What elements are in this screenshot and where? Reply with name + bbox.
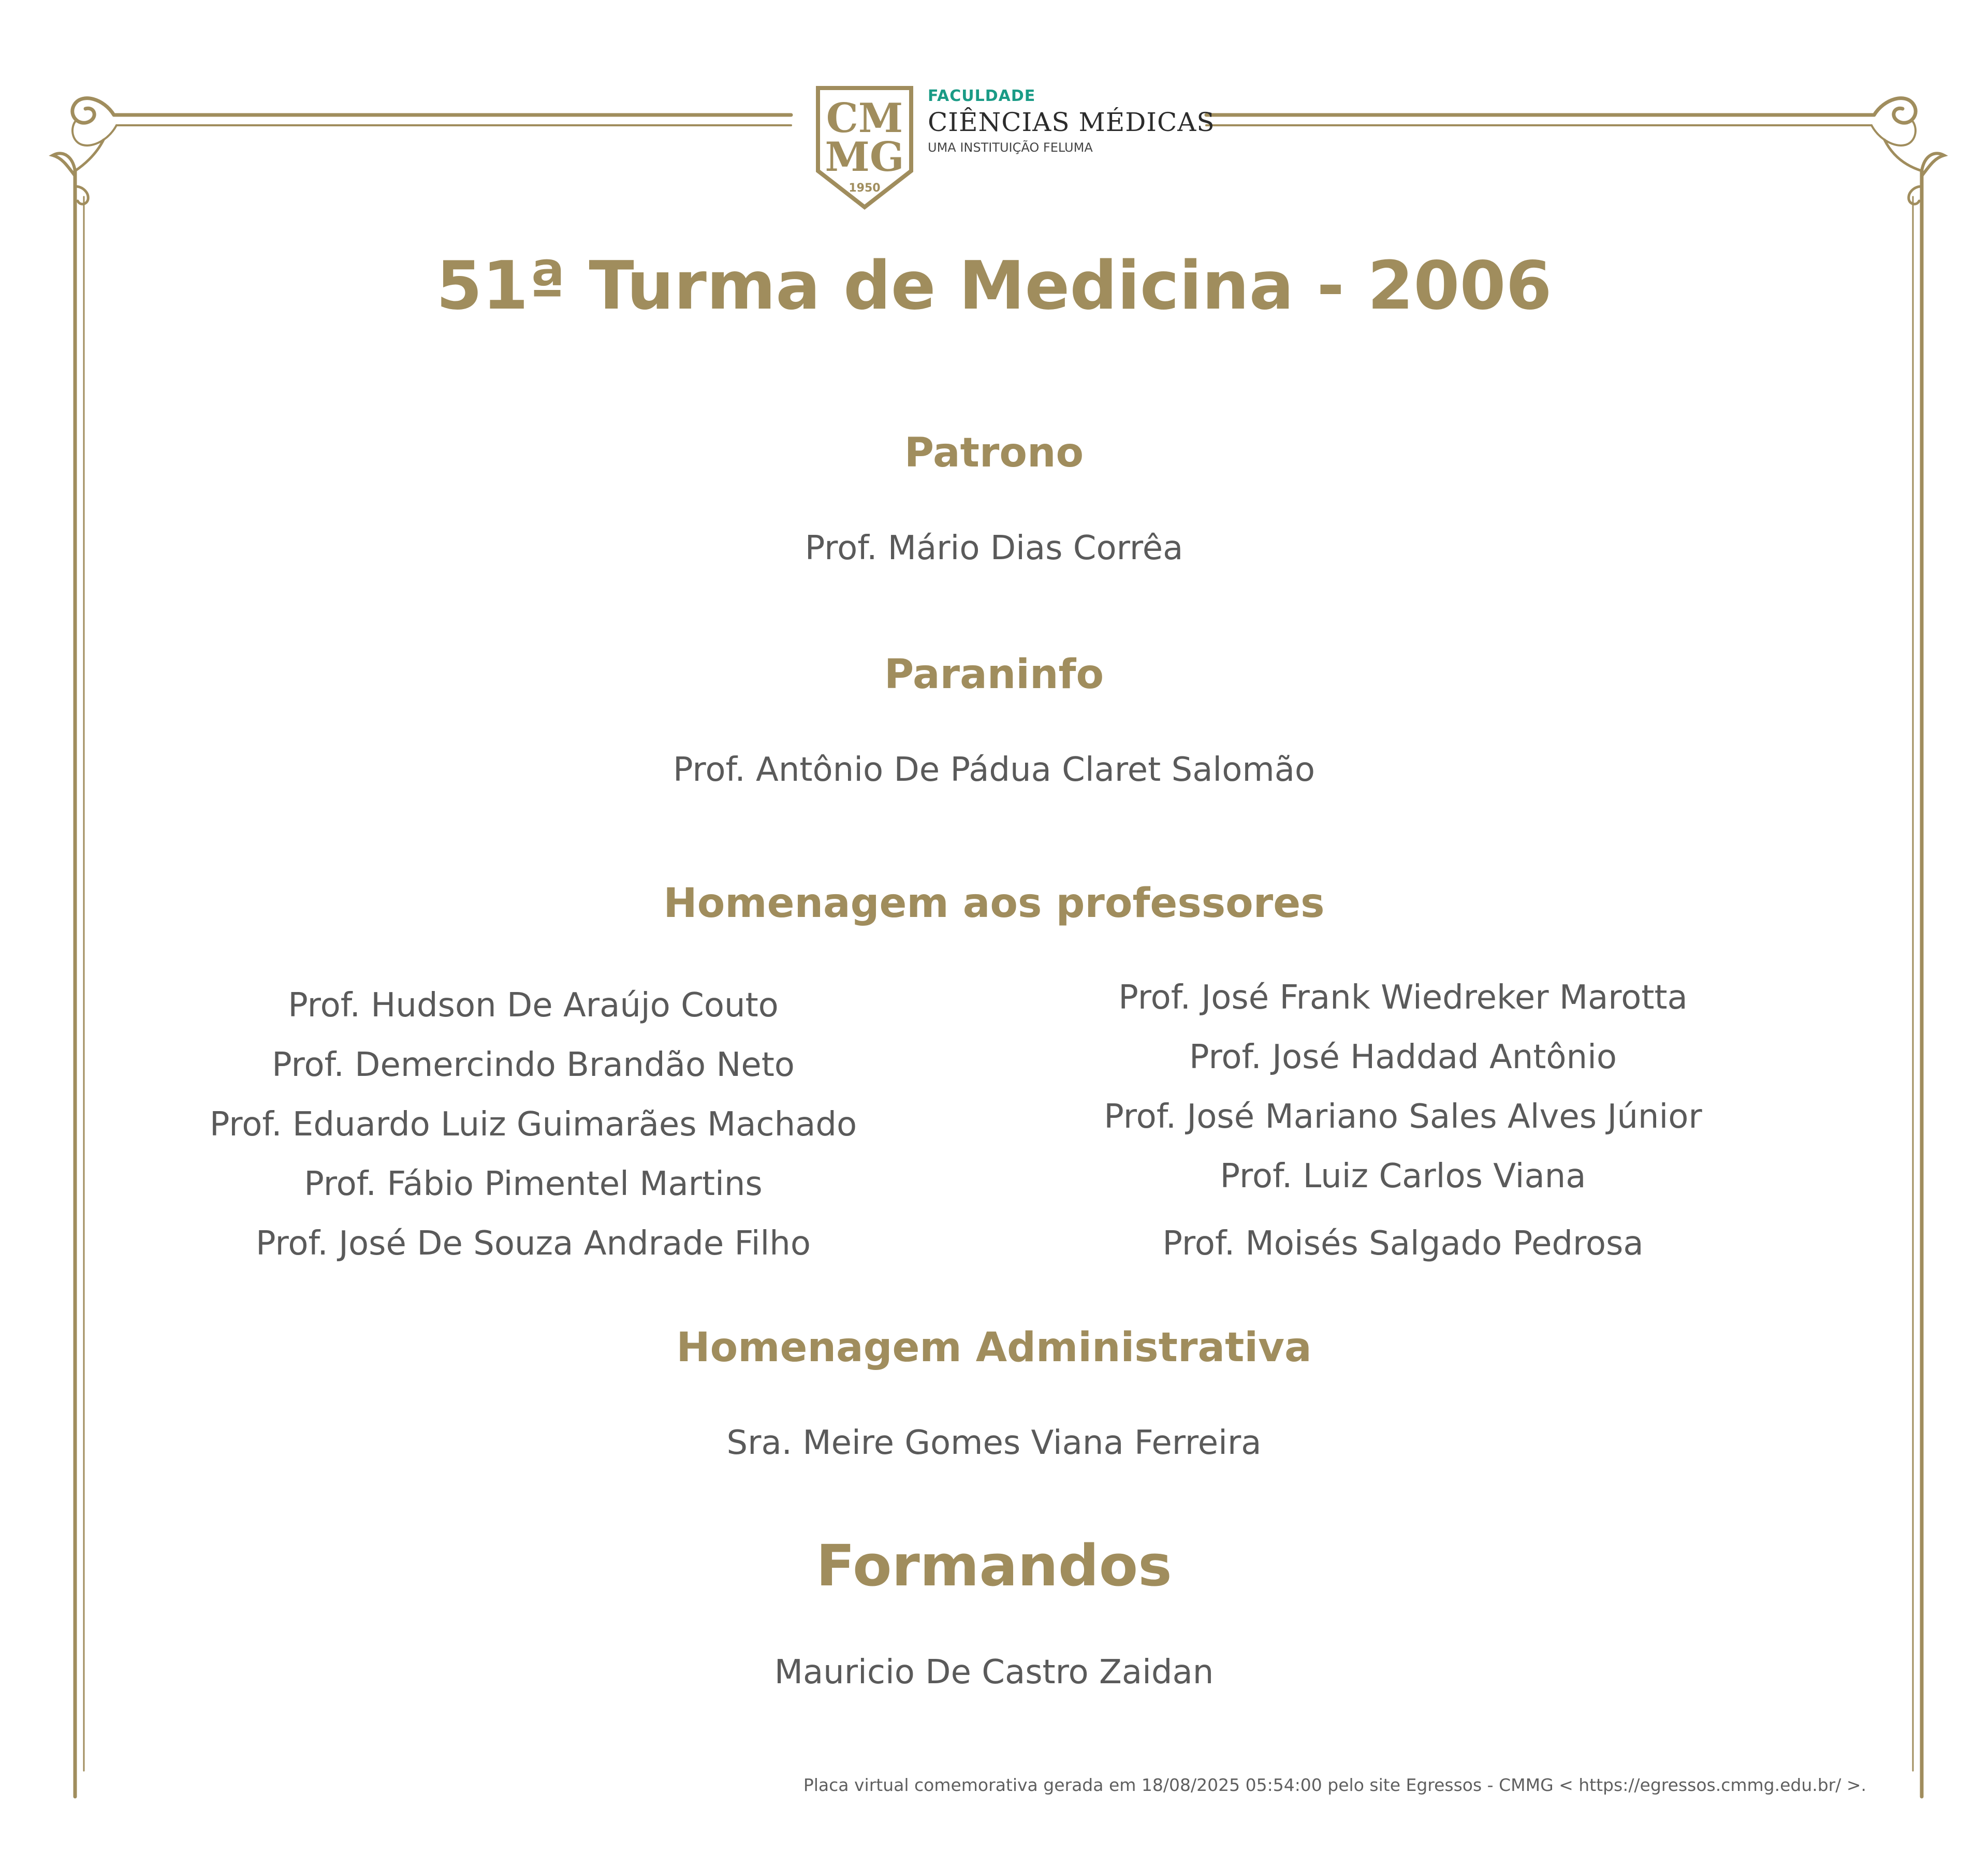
- logo-name: CIÊNCIAS MÉDICAS: [928, 107, 1215, 137]
- page-title: 51ª Turma de Medicina - 2006: [436, 247, 1552, 325]
- professor-name: Prof. Eduardo Luiz Guimarães Machado: [209, 1105, 857, 1144]
- footer-note: Placa virtual comemorativa gerada em 18/08/2025 05:54:00 pelo site Egressos - CMMG < https://egressos.cmmg.edu.br/ >.: [803, 1775, 1866, 1795]
- cmmg-shield-icon: [813, 83, 916, 212]
- professor-name: Prof. José Mariano Sales Alves Júnior: [1104, 1098, 1702, 1136]
- professor-name: Prof. Moisés Salgado Pedrosa: [1162, 1224, 1644, 1263]
- professor-name: Prof. José Frank Wiedreker Marotta: [1118, 979, 1688, 1017]
- logo-wordmark: [928, 87, 1215, 155]
- patrono-heading: Patrono: [904, 430, 1084, 476]
- logo-year: 1950: [849, 182, 881, 195]
- paraninfo-name: Prof. Antônio De Pádua Claret Salomão: [673, 751, 1315, 789]
- professor-name: Prof. José Haddad Antônio: [1189, 1038, 1617, 1076]
- administrativa-name: Sra. Meire Gomes Viana Ferreira: [726, 1424, 1262, 1462]
- professor-name: Prof. José De Souza Andrade Filho: [256, 1224, 811, 1263]
- professor-name: Prof. Demercindo Brandão Neto: [272, 1046, 795, 1084]
- logo-monogram-bottom: MG: [825, 134, 904, 181]
- homenagem-administrativa-heading: Homenagem Administrativa: [676, 1324, 1312, 1371]
- professor-name: Prof. Hudson De Araújo Couto: [288, 986, 779, 1025]
- homenagem-professores-heading: Homenagem aos professores: [663, 880, 1325, 927]
- logo-faculdade: FACULDADE: [928, 87, 1036, 105]
- logo-monogram-top: CM: [826, 95, 903, 142]
- paraninfo-heading: Paraninfo: [884, 651, 1104, 698]
- logo-subtitle: UMA INSTITUIÇÃO FELUMA: [928, 140, 1093, 155]
- formando-name: Mauricio De Castro Zaidan: [774, 1653, 1214, 1692]
- professor-name: Prof. Fábio Pimentel Martins: [304, 1165, 763, 1203]
- formandos-heading: Formandos: [816, 1533, 1172, 1599]
- professor-name: Prof. Luiz Carlos Viana: [1220, 1157, 1586, 1196]
- patrono-name: Prof. Mário Dias Corrêa: [805, 529, 1183, 567]
